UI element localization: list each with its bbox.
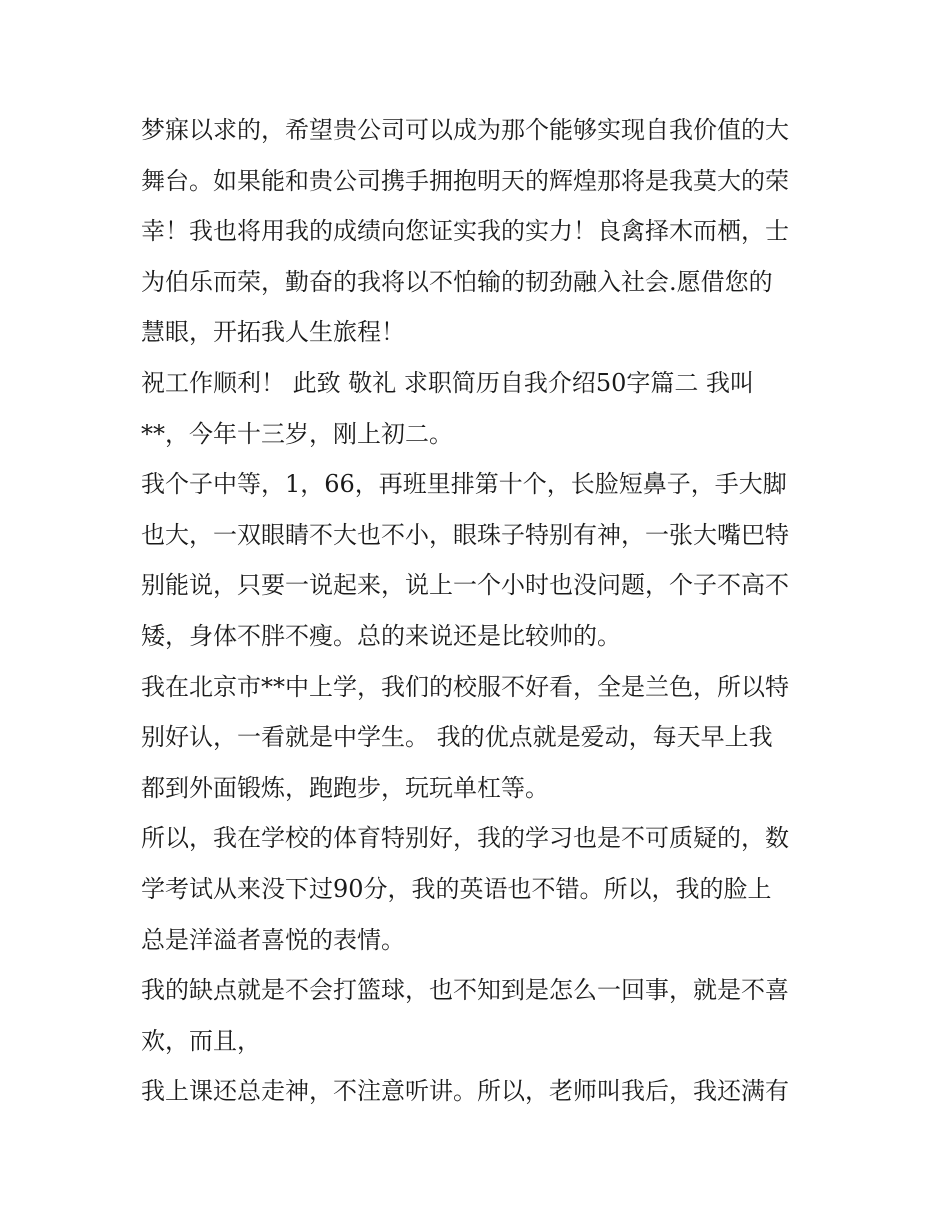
text-line: 梦寐以求的，希望贵公司可以成为那个能够实现自我价值的大 bbox=[141, 116, 789, 144]
text-line: 幸！我也将用我的成绩向您证实我的实力！良禽择木而栖，士 bbox=[141, 217, 789, 246]
text-line: 总是洋溢者喜悦的表情。 bbox=[141, 925, 405, 954]
text-line: 我在北京市**中上学，我们的校服不好看，全是兰色，所以特 bbox=[141, 672, 789, 701]
text-line: **，今年十三岁，刚上初二。 bbox=[141, 419, 453, 448]
text-line: 舞台。如果能和贵公司携手拥抱明天的辉煌那将是我莫大的荣 bbox=[141, 166, 789, 195]
text-line: 别能说，只要一说起来，说上一个小时也没问题，个子不高不 bbox=[141, 571, 789, 600]
text-line: 所以，我在学校的体育特别好，我的学习也是不可质疑的，数 bbox=[141, 824, 789, 853]
text-line: 我上课还总走神，不注意听讲。所以，老师叫我后，我还满有 bbox=[141, 1077, 789, 1106]
text-line: 祝工作顺利！ 此致 敬礼 求职简历自我介绍50字篇二 我叫 bbox=[141, 368, 755, 397]
text-line: 矮，身体不胖不瘦。总的来说还是比较帅的。 bbox=[141, 621, 621, 650]
text-line: 我个子中等，1，66，再班里排第十个，长脸短鼻子，手大脚 bbox=[141, 470, 787, 499]
body-text bbox=[141, 105, 821, 1117]
text-line: 都到外面锻炼，跑跑步，玩玩单杠等。 bbox=[141, 773, 549, 802]
text-line: 慧眼，开拓我人生旅程！ bbox=[141, 318, 405, 347]
text-line: 欢，而且， bbox=[141, 1026, 261, 1055]
text-line: 我的缺点就是不会打篮球，也不知到是怎么一回事，就是不喜 bbox=[141, 976, 789, 1005]
text-line: 也大，一双眼睛不大也不小，眼珠子特别有神，一张大嘴巴特 bbox=[141, 520, 789, 549]
text-line: 学考试从来没下过90分，我的英语也不错。所以，我的脸上 bbox=[141, 874, 772, 903]
text-line: 别好认，一看就是中学生。 我的优点就是爱动，每天早上我 bbox=[141, 723, 773, 752]
text-line: 为伯乐而荣，勤奋的我将以不怕输的韧劲融入社会.愿借您的 bbox=[141, 267, 773, 296]
